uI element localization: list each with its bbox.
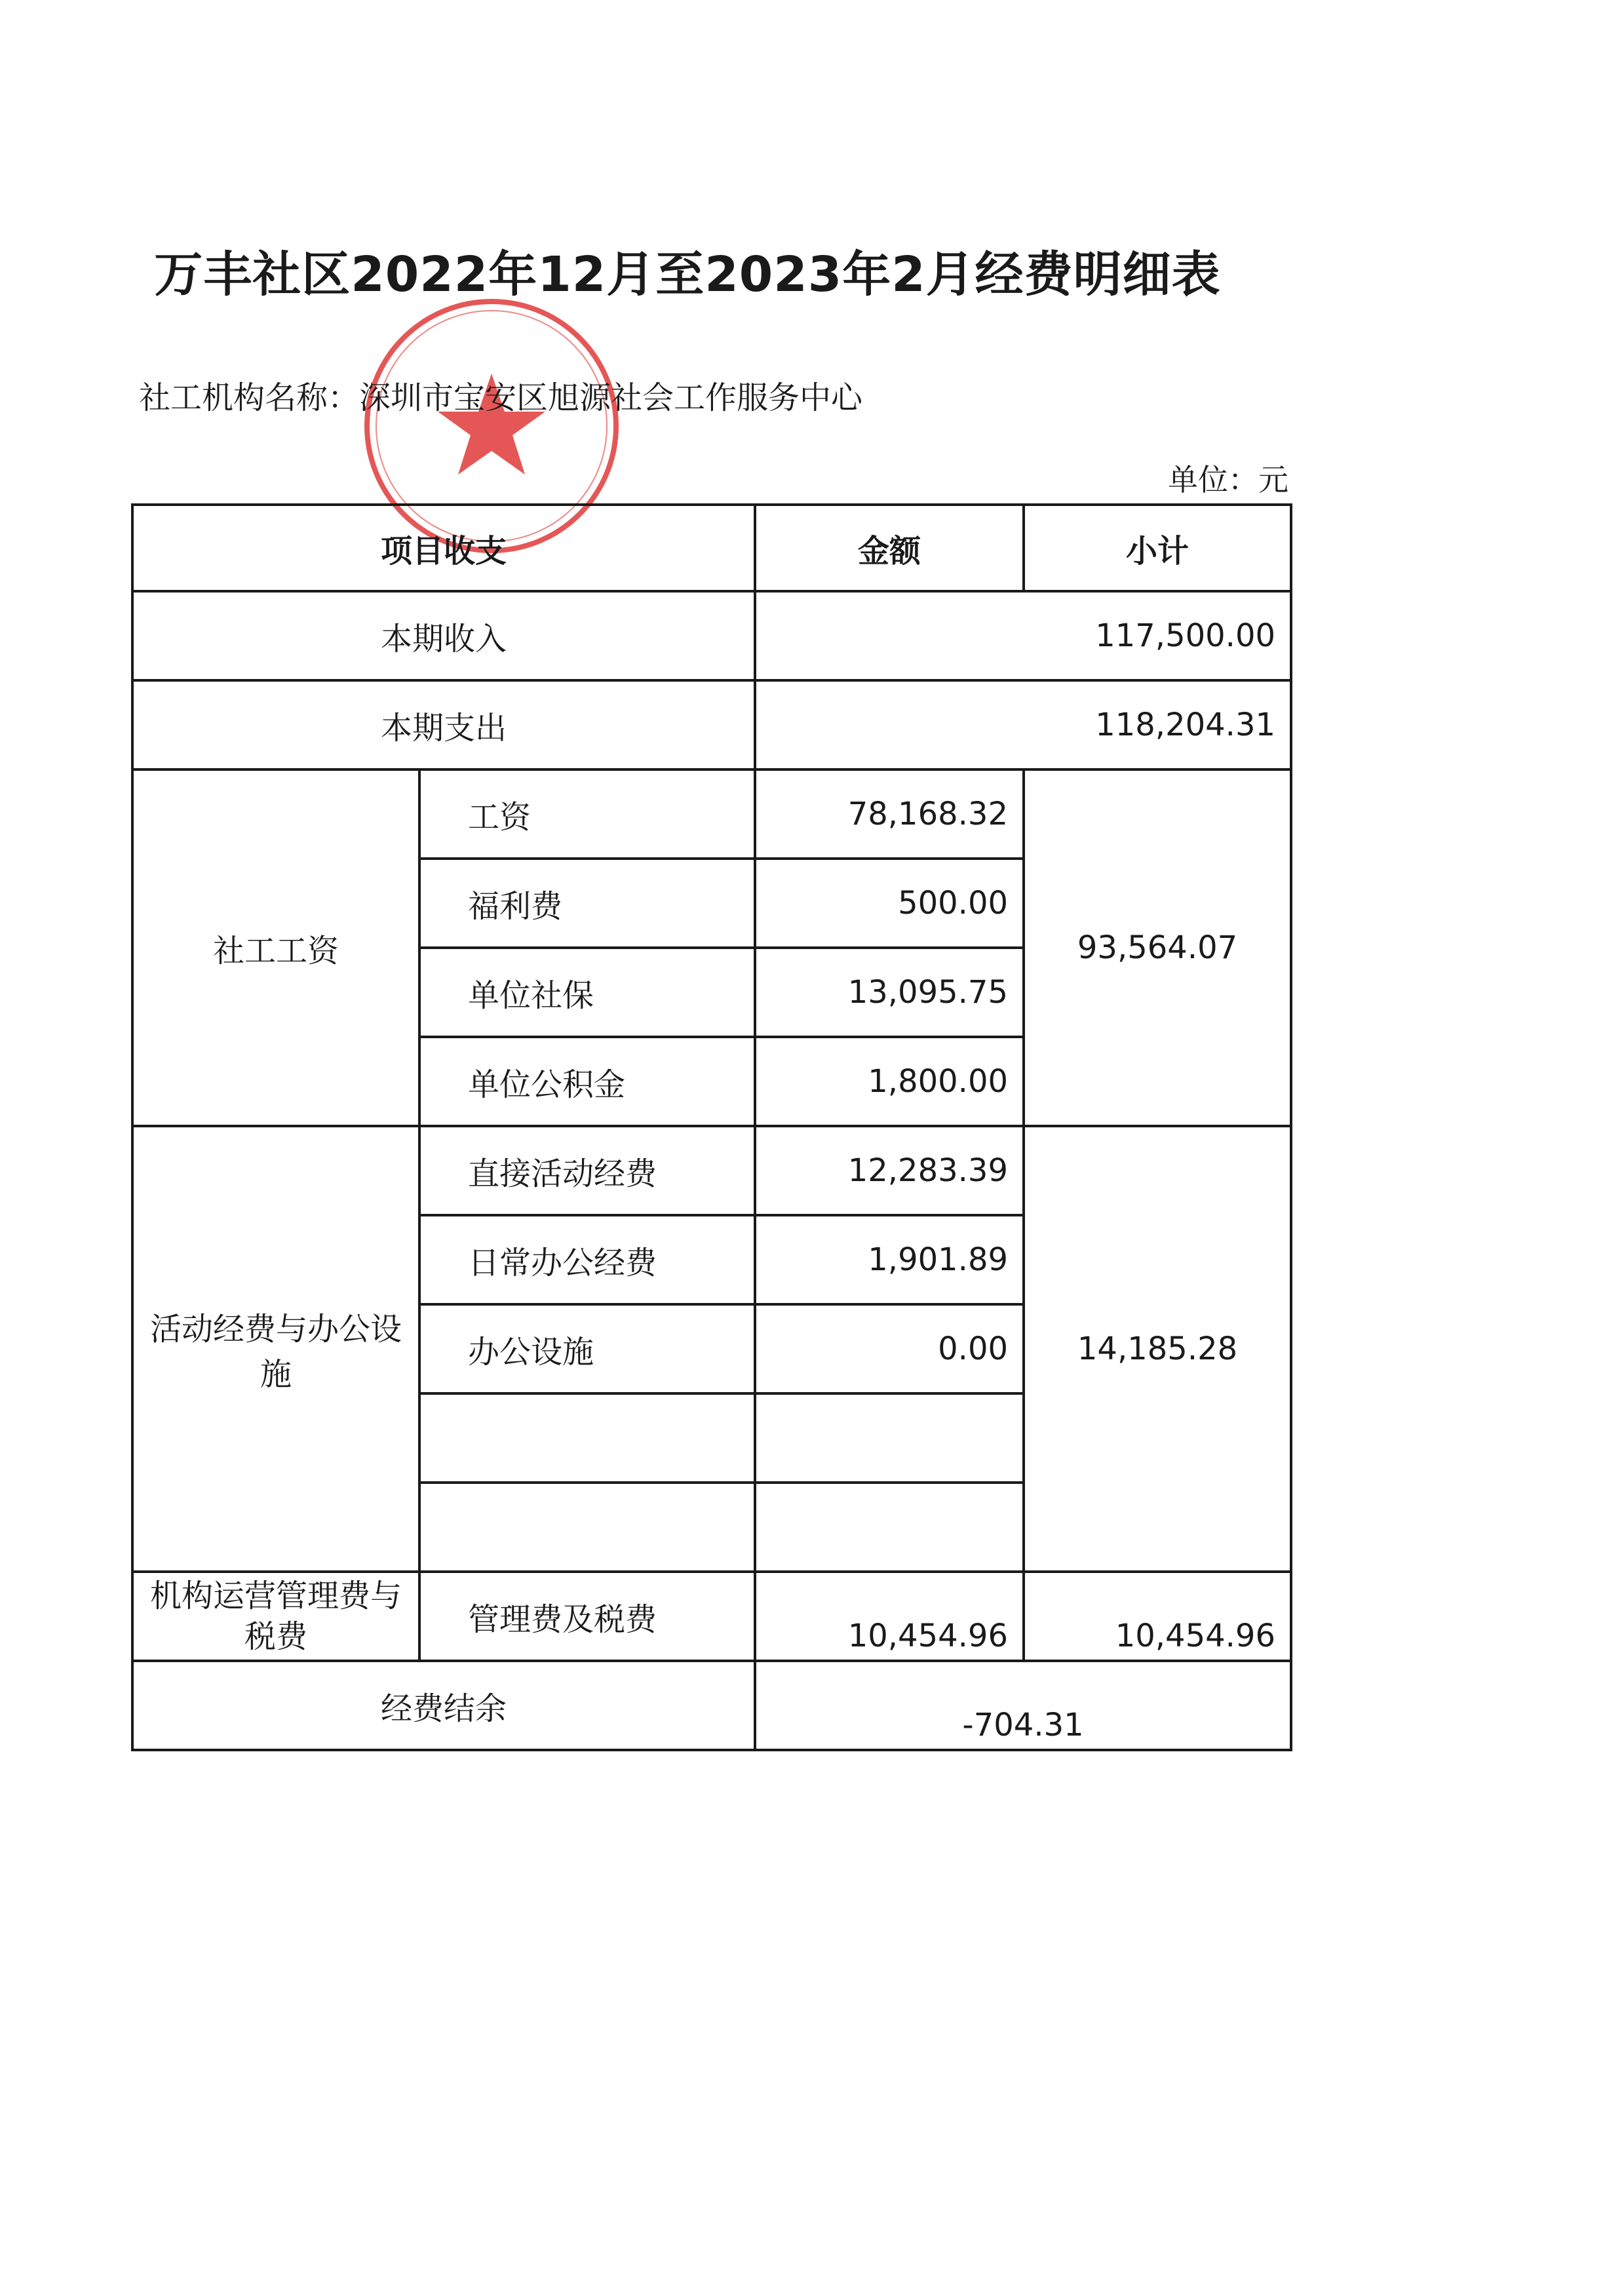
item-amount: 13,095.75: [755, 948, 1024, 1037]
activity-group-label: 活动经费与办公设施: [132, 1126, 419, 1572]
item-amount: 12,283.39: [755, 1126, 1024, 1215]
mgmt-subtotal: 10,454.96: [1024, 1572, 1291, 1661]
item-amount: 1,901.89: [755, 1215, 1024, 1304]
empty-cell: [755, 1483, 1024, 1572]
expense-table: [131, 503, 1292, 1751]
header-item: 项目收支: [132, 505, 755, 591]
item-name: 日常办公经费: [419, 1215, 755, 1304]
income-value: 117,500.00: [755, 591, 1291, 680]
item-amount: 0.00: [755, 1304, 1024, 1393]
item-name: 管理费及税费: [419, 1572, 755, 1661]
table-row: [132, 1126, 1291, 1215]
item-amount: 500.00: [755, 859, 1024, 948]
item-name: 单位社保: [419, 948, 755, 1037]
item-name: 直接活动经费: [419, 1126, 755, 1215]
salary-subtotal: 93,564.07: [1024, 769, 1291, 1126]
organization-name: 社工机构名称：深圳市宝安区旭源社会工作服务中心: [139, 379, 863, 416]
balance-row: [132, 1661, 1291, 1750]
expense-row: [132, 680, 1291, 769]
unit-label: 单位：元: [1168, 462, 1288, 497]
activity-subtotal: 14,185.28: [1024, 1126, 1291, 1572]
expense-value: 118,204.31: [755, 680, 1291, 769]
item-name: 工资: [419, 769, 755, 859]
mgmt-group-label: 机构运营管理费与税费: [132, 1572, 419, 1661]
expense-label: 本期支出: [132, 680, 755, 769]
empty-cell: [419, 1393, 755, 1483]
empty-cell: [755, 1393, 1024, 1483]
document-title: 万丰社区2022年12月至2023年2月经费明细表: [154, 246, 1221, 303]
item-amount: 78,168.32: [755, 769, 1024, 859]
empty-cell: [419, 1483, 755, 1572]
header-subtotal: 小计: [1024, 505, 1291, 591]
item-amount: 1,800.00: [755, 1037, 1024, 1126]
balance-value: -704.31: [755, 1661, 1291, 1750]
table-row: [132, 769, 1291, 859]
item-amount: 10,454.96: [755, 1572, 1024, 1661]
item-name: 福利费: [419, 859, 755, 948]
salary-group-label: 社工工资: [132, 769, 419, 1126]
income-label: 本期收入: [132, 591, 755, 680]
balance-label: 经费结余: [132, 1661, 755, 1750]
item-name: 单位公积金: [419, 1037, 755, 1126]
header-amount: 金额: [755, 505, 1024, 591]
table-header-row: [132, 505, 1291, 591]
item-name: 办公设施: [419, 1304, 755, 1393]
income-row: [132, 591, 1291, 680]
mgmt-row: [132, 1572, 1291, 1661]
